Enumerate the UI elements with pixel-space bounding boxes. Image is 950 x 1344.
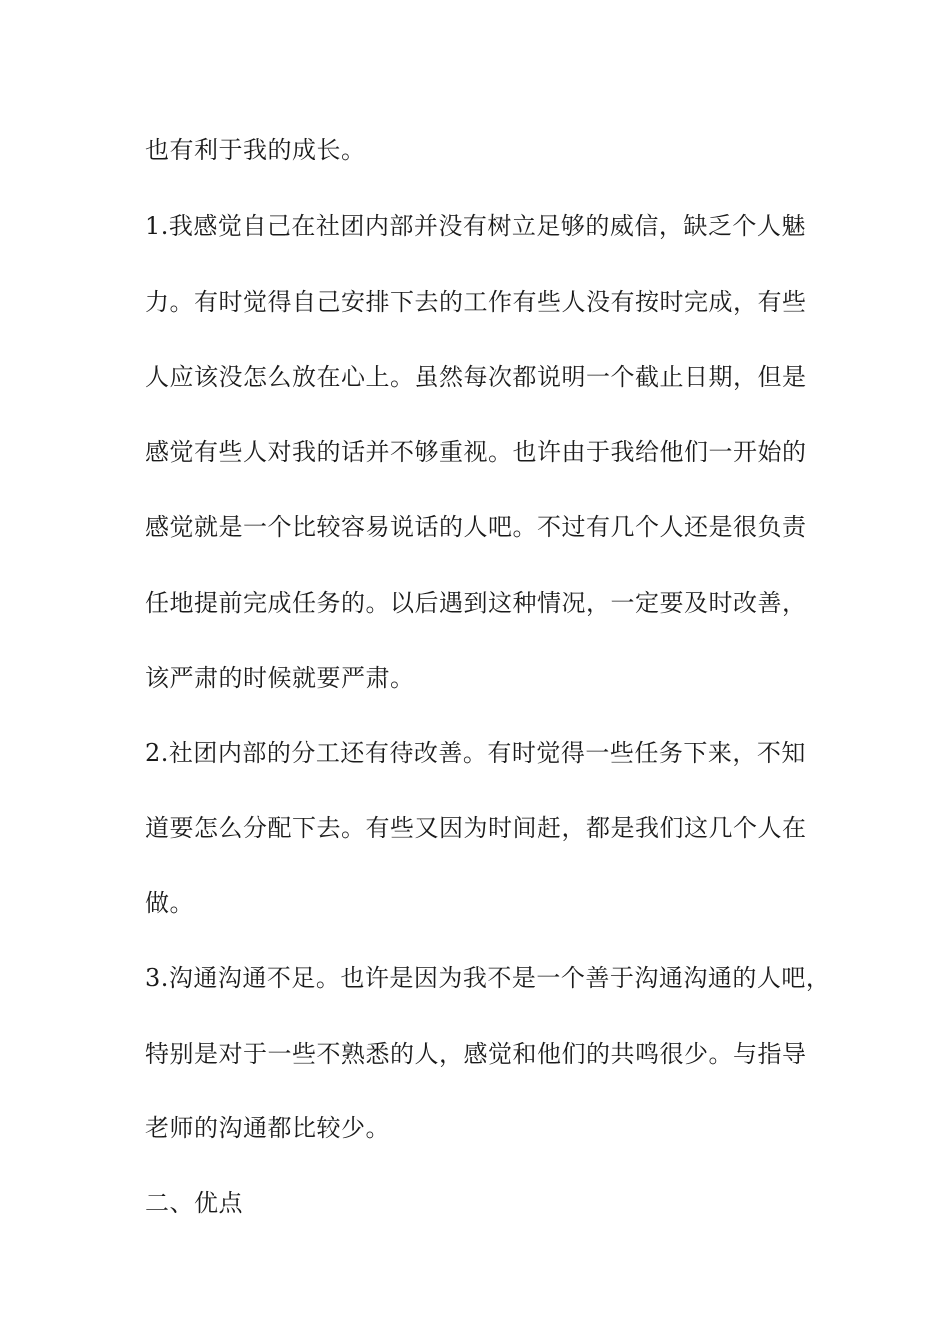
section-heading: 二、优点 <box>145 1189 243 1217</box>
paragraph-line: 感觉就是一个比较容易说话的人吧。不过有几个人还是很负责 <box>145 513 807 541</box>
paragraph-line: 感觉有些人对我的话并不够重视。也许由于我给他们一开始的 <box>145 438 807 466</box>
paragraph-line: 力。有时觉得自己安排下去的工作有些人没有按时完成，有些 <box>145 288 807 316</box>
paragraph-line: 道要怎么分配下去。有些又因为时间赶，都是我们这几个人在 <box>145 814 807 842</box>
paragraph-line: 也有利于我的成长。 <box>145 136 366 164</box>
paragraph-line: 老师的沟通都比较少。 <box>145 1114 390 1142</box>
paragraph-line: 特别是对于一些不熟悉的人，感觉和他们的共鸣很少。与指导 <box>145 1040 807 1068</box>
paragraph-line: 2.社团内部的分工还有待改善。有时觉得一些任务下来，不知 <box>145 739 806 767</box>
paragraph-line: 1.我感觉自己在社团内部并没有树立足够的威信，缺乏个人魅 <box>145 212 806 240</box>
paragraph-line: 该严肃的时候就要严肃。 <box>145 664 415 692</box>
paragraph-line: 人应该没怎么放在心上。虽然每次都说明一个截止日期，但是 <box>145 363 807 391</box>
paragraph-line: 任地提前完成任务的。以后遇到这种情况，一定要及时改善， <box>145 589 807 617</box>
paragraph-line: 做。 <box>145 889 194 917</box>
paragraph-line: 3.沟通沟通不足。也许是因为我不是一个善于沟通沟通的人吧， <box>145 964 831 992</box>
